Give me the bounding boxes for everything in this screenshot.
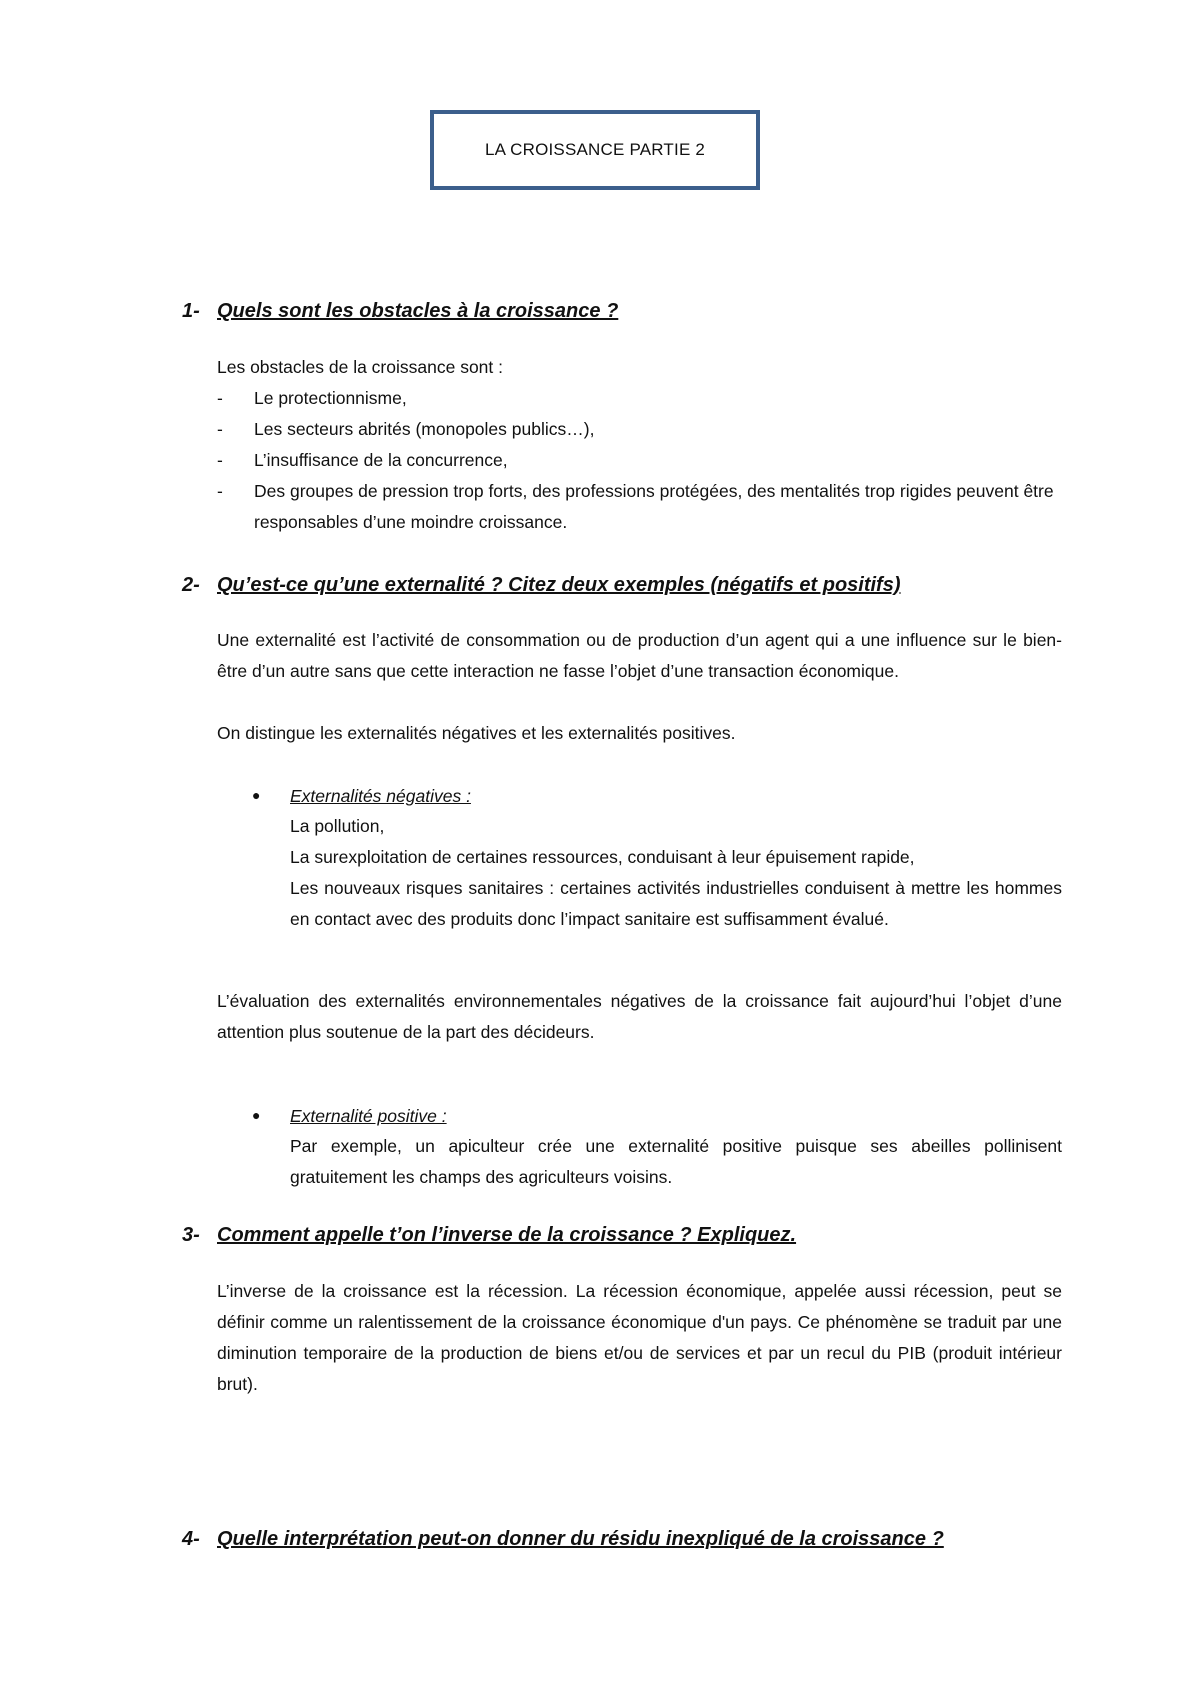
question-3-number: 3- (182, 1224, 200, 1246)
question-1-heading (182, 300, 1082, 323)
question-1-number: 1- (182, 300, 200, 322)
document-title-box (430, 110, 760, 190)
dash-marker: - (217, 481, 223, 501)
negative-line-2: La surexploitation de certaines ressources, conduisant à leur épuisement rapide, (290, 847, 915, 867)
bullet-marker: ● (252, 1107, 261, 1123)
positive-externality-text: Par exemple, un apiculteur crée une externalité positive puisque ses abeilles pollinisent gratuitement les champs des agriculteurs voisins. (290, 1136, 1062, 1187)
dash-marker: - (217, 450, 223, 470)
externality-definition: Une externalité est l’activité de consommation ou de production d’un agent qui a une influence sur le bien-être d’un autre sans que cette interaction ne fasse l’objet d’une transaction économique. (217, 630, 1062, 681)
negative-externalities-heading (252, 780, 471, 812)
question-4-text: Quelle interprétation peut-on donner du résidu inexpliqué de la croissance ? (217, 1528, 944, 1550)
obstacles-list (217, 383, 1062, 538)
list-item: - L’insuffisance de la concurrence, (217, 445, 1062, 476)
question-2-number: 2- (182, 574, 200, 596)
list-item: - Le protectionnisme, (217, 383, 1062, 414)
question-2-text: Qu’est-ce qu’une externalité ? Citez deux exemples (négatifs et positifs) (217, 574, 901, 596)
externality-evaluation: L’évaluation des externalités environnementales négatives de la croissance fait aujourd’hui l’objet d’une attention plus soutenue de la part des décideurs. (217, 991, 1062, 1042)
negative-line-1: La pollution, (290, 816, 385, 836)
dash-marker: - (217, 388, 223, 408)
negative-line-3: Les nouveaux risques sanitaires : certaines activités industrielles conduisent à mettre les hommes en contact avec des produits donc l’impact sanitaire est suffisamment évalué. (290, 878, 1062, 929)
question-4-heading (182, 1528, 1082, 1551)
list-item: - Des groupes de pression trop forts, des professions protégées, des mentalités trop rigides peuvent être responsables d’une moindre croissance. (217, 476, 1062, 538)
question-3-answer: L’inverse de la croissance est la récession. La récession économique, appelée aussi récession, peut se définir comme un ralentissement de la croissance économique d'un pays. Ce phénomène se traduit par une diminution temporaire de la production de biens et/ou de services et par un recul du PIB (produit intérieur brut). (217, 1281, 1062, 1394)
question-3-heading (182, 1224, 1082, 1247)
document-title: LA CROISSANCE PARTIE 2 (484, 140, 706, 159)
positive-externality-heading (252, 1100, 447, 1132)
question-3-text: Comment appelle t’on l’inverse de la croissance ? Expliquez. (217, 1224, 797, 1246)
question-1-intro: Les obstacles de la croissance sont : (217, 357, 503, 377)
list-item: - Les secteurs abrités (monopoles publics…), (217, 414, 1062, 445)
externality-distinction: On distingue les externalités négatives et les externalités positives. (217, 723, 736, 743)
question-2-heading (182, 574, 1082, 597)
question-1-text: Quels sont les obstacles à la croissance ? (217, 300, 619, 322)
bullet-marker: ● (252, 787, 261, 803)
positive-externality-label: Externalité positive : (290, 1106, 447, 1126)
question-4-number: 4- (182, 1528, 200, 1550)
dash-marker: - (217, 419, 223, 439)
negative-externalities-label: Externalités négatives : (290, 786, 471, 806)
